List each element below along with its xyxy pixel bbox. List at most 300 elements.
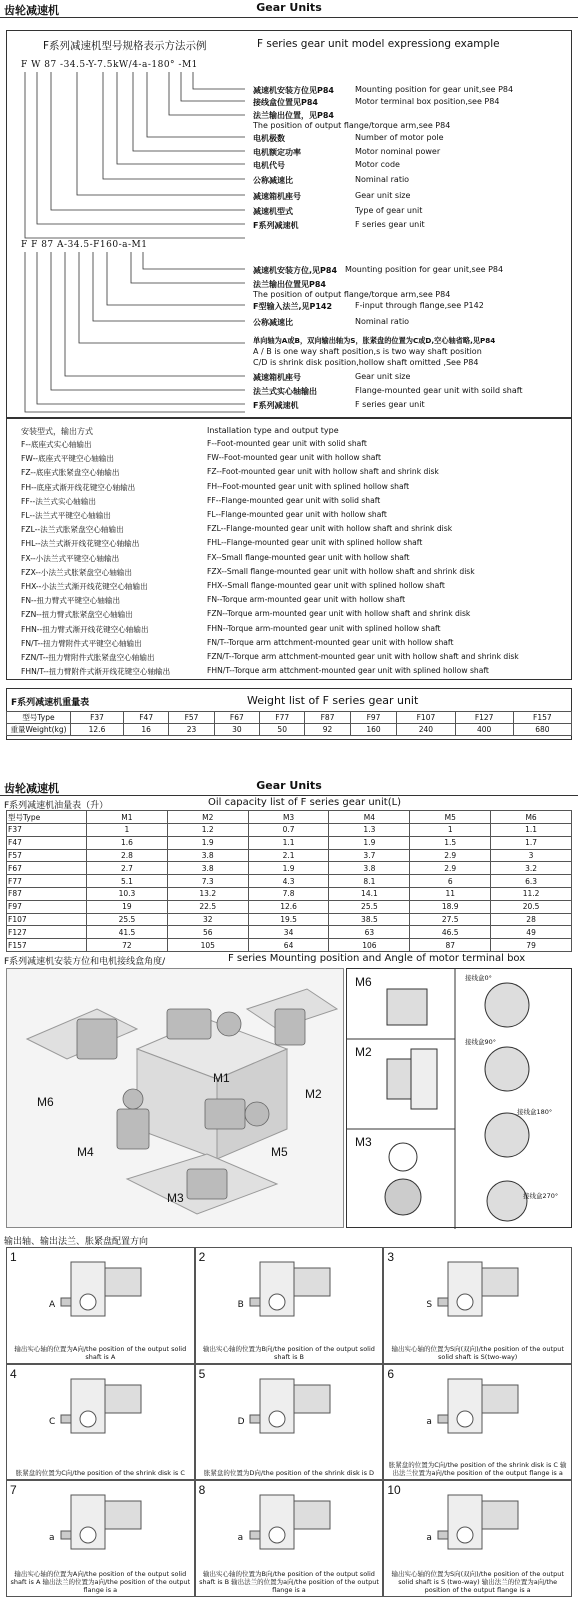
gear-unit-shape [438,1298,448,1306]
oil-row [7,862,572,875]
terminal-diagrams [347,969,573,1229]
oil-cell: 106 [329,939,410,952]
gear-unit-shape [80,1411,96,1427]
model-code-2: F F 87 A-34.5-F160-a-M1 [21,240,148,250]
c2-item-1-cn: 法兰输出位置见P84 [253,280,326,289]
oil-title-cn: F系列减速机油量表（升） [4,801,109,811]
oil-cell: 79 [491,939,572,952]
oil-cell: 1.9 [248,862,329,875]
weight-row-type [7,712,572,724]
config-number: 8 [198,1483,206,1498]
oil-cell: 6.3 [491,875,572,888]
oil-cell: F67 [7,862,87,875]
oil-header-cell: M1 [87,811,168,824]
config-letter: D [237,1416,245,1427]
weight-type-cell: F67 [214,712,259,724]
oil-row [7,900,572,913]
install-type-en: FHX--Small flange-mounted gear unit with splined hollow shaft [207,581,445,590]
gear-unit-shape [250,1415,260,1423]
oil-cell: 3 [491,849,572,862]
c2-item-9-cn: 法兰式实心轴输出 [253,387,317,396]
oil-cell: 22.5 [167,900,248,913]
terminal-180: 接线盒180° [517,1108,553,1116]
config-caption: 输出实心轴的位置为S向(双向)/the position of the output solid shaft is S (two-way) 输出法兰的位置为a向/the position of the output flange is a [391,1569,564,1594]
pos-label-m4: M4 [77,1145,94,1159]
install-type-cn: FZN/T--扭力臂附件式胀紧盘空心轴输出 [21,653,155,662]
config-caption: 胀紧盘的位置为D向/the position of the shrink disk is D [203,1469,375,1478]
c1-item-5-en: Motor nominal power [355,147,441,156]
gear-unit-shape [457,1527,473,1543]
install-type-cn: F--底座式实心轴输出 [21,440,92,449]
gear-unit-drawing [418,1487,538,1557]
install-type-en: FN/T--Torque arm attchment-mounted gear unit with hollow shaft [207,637,454,647]
c2-item-10-cn: F系列减速机 [253,401,299,410]
model-example-box [6,30,572,418]
weight-title-en: Weight list of F series gear unit [247,694,419,707]
config-number: 7 [10,1483,17,1498]
weight-value-cell: 12.6 [71,724,124,736]
install-type-cn: FZ--底座式胀紧盘空心轴输出 [21,468,120,478]
pos-label-m3: M3 [167,1191,184,1205]
gear-unit-shape [250,1298,260,1306]
c1-item-5-cn: 电机额定功率 [253,148,301,157]
install-type-en: FF--Flange-mounted gear unit with solid shaft [207,495,381,505]
weight-value-cell: 680 [513,724,571,736]
pos-label-m6: M6 [37,1095,54,1109]
config-cell [383,1480,572,1597]
pos-label-m1: M1 [213,1071,230,1085]
oil-cell: 105 [167,939,248,952]
oil-cell: 1.6 [87,836,168,849]
install-header-cn: 安装型式，输出方式 [21,427,93,436]
oil-cell: 13.2 [167,887,248,900]
config-number: 10 [387,1483,401,1498]
oil-row [7,849,572,862]
install-type-en: FHL--Flange-mounted gear unit with splined hollow shaft [207,538,423,548]
header-cn: 齿轮减速机 [4,4,59,17]
oil-row [7,887,572,900]
install-type-cn: FZL--法兰式胀紧盘空心轴输出 [21,525,124,535]
weight-type-cell: F47 [124,712,169,724]
gear-unit-shape [105,1385,141,1413]
config-number: 1 [10,1250,17,1264]
install-type-en: FX--Small flange-mounted gear unit with hollow shaft [207,552,410,562]
cube-diagram [7,969,345,1229]
install-type-en: FHN--Torque arm-mounted gear unit with splined hollow shaft [207,623,441,633]
c1-item-0-en: Mounting position for gear unit,see P84 [355,85,514,94]
oil-cell: 87 [410,939,491,952]
c2-item-0-en: Mounting position for gear unit,see P84 [345,265,504,274]
oil-cell: 18.9 [410,900,491,913]
page-gear-model [0,0,578,745]
weight-title-cn: F系列减速机重量表 [11,698,90,708]
config-letter: C [49,1416,56,1427]
install-type-cn: FH--底座式渐开线花键空心轴输出 [21,482,136,492]
oil-header-cell: M5 [410,811,491,824]
gear-unit-shape [269,1411,285,1427]
weight-value-cell: 50 [260,724,305,736]
weight-box [6,688,572,740]
mount-title-cn: F系列减速机安装方位和电机接线盒角度/ [4,957,166,967]
gear-unit-drawing [41,1487,161,1557]
install-type-cn: FHN/T--扭力臂附件式渐开线花键空心轴输出 [21,667,171,677]
gear-unit-shape [294,1385,330,1413]
c2-item-8-cn: 减速箱机座号 [253,373,301,382]
header2-cn: 齿轮减速机 [4,782,59,795]
example-title-en: F series gear unit model expressiong example [257,38,500,50]
oil-cell: F87 [7,887,87,900]
weight-type-cell: F157 [513,712,571,724]
install-type-cn: FF--法兰式实心轴输出 [21,496,96,506]
install-type-en: FZ--Foot-mounted gear unit with hollow shaft and shrink disk [207,467,439,477]
model-code-1: F W 87 -34.5-Y-7.5kW/4-a-180° -M1 [21,60,198,70]
oil-cell: 1.7 [491,836,572,849]
oil-cell: F107 [7,913,87,926]
oil-cell: 38.5 [329,913,410,926]
install-type-cn: FHL--法兰式渐开线花键空心轴输出 [21,539,140,549]
oil-cell: F127 [7,926,87,939]
config-cell [6,1364,195,1481]
install-type-cn: FHN--扭力臂式渐开线花键空心轴输出 [21,624,149,634]
c1-item-7-en: Nominal ratio [355,175,410,184]
install-type-cn: FN--扭力臂式平键空心轴输出 [21,596,121,606]
weight-type-cell: F37 [71,712,124,724]
c1-item-6-en: Motor code [355,160,400,169]
config-number: 6 [387,1366,395,1381]
oil-cell: 34 [248,926,329,939]
gear-unit-shape [61,1415,71,1423]
config-caption: 输出实心轴的位置为B向/the position of the output solid shaft is B [203,1344,375,1361]
oil-cell: 7.3 [167,875,248,888]
install-type-en: FW--Foot-mounted gear unit with hollow shaft [207,453,381,463]
side-label-m6: M6 [355,975,372,989]
gear-unit-shape [457,1411,473,1427]
oil-cell: 3.8 [167,849,248,862]
oil-cell: 1 [87,824,168,837]
config-caption: 胀紧盘的位置为C向/the position of the shrink disk is C 输出法兰位置为a向/the position of the output flange is a [388,1461,567,1478]
config-cell [383,1364,572,1481]
mount-title-en: F series Mounting position and Angle of motor terminal box [228,953,526,964]
c1-item-3-en: The position of output flange/torque arm,see P84 [253,121,451,130]
c2-item-8-en: Gear unit size [355,372,411,381]
gear-unit-shape [482,1501,518,1529]
oil-cell: 5.1 [87,875,168,888]
c1-item-10-cn: F系列减速机 [253,221,299,230]
oil-cell: 19.5 [248,913,329,926]
c1-item-10-en: F series gear unit [355,220,425,229]
install-type-cn: FHX--小法兰式渐开线花键空心轴输出 [21,582,148,591]
weight-value-cell: 30 [214,724,259,736]
install-type-en: F--Foot-mounted gear unit with solid shaft [207,439,367,448]
oil-cell: F157 [7,939,87,952]
oil-cell: 1 [410,824,491,837]
install-type-en: FZX--Small flange-mounted gear unit with hollow shaft and shrink disk [207,566,475,576]
oil-cell: 25.5 [329,900,410,913]
oil-cell: 46.5 [410,926,491,939]
gear-unit-shape [294,1501,330,1529]
oil-header-cell: 型号Type [7,811,87,824]
install-type-en: FN--Torque arm-mounted gear unit with hollow shaft [207,595,406,605]
gear-unit-shape [80,1527,96,1543]
oil-row [7,836,572,849]
oil-cell: 11 [410,887,491,900]
config-cell [195,1480,384,1597]
gear-unit-shape [61,1531,71,1539]
oil-row [7,926,572,939]
c1-item-0-cn: 减速机安装方位见P84 [253,86,334,95]
page-oil-mounting [0,778,578,1600]
config-number: 3 [387,1250,395,1264]
weight-type-cell: F97 [350,712,397,724]
oil-header-cell: M4 [329,811,410,824]
oil-table-header [7,811,572,824]
c2-item-4-en: Nominal ratio [355,317,410,326]
gear-unit-shape [269,1527,285,1543]
gear-unit-shape [105,1501,141,1529]
install-type-en: FZL--Flange-mounted gear unit with hollow shaft and shrink disk [207,524,453,534]
weight-type-cell: F77 [260,712,305,724]
weight-value-cell: 16 [124,724,169,736]
install-types-box [6,418,572,680]
config-letter: S [426,1300,433,1310]
oil-cell: 1.1 [248,836,329,849]
install-type-en: FHN/T--Torque arm attchment-mounted gear unit with splined hollow shaft [207,666,489,676]
side-label-m3: M3 [355,1135,372,1149]
oil-cell: 72 [87,939,168,952]
weight-table [6,711,572,736]
c1-item-8-en: Gear unit size [355,191,411,200]
header-en: Gear Units [256,1,322,14]
mounting-positions-illustration [6,968,344,1228]
c1-item-9-cn: 减速机型式 [253,207,293,216]
weight-value-cell: 240 [397,724,455,736]
gear-unit-drawing [41,1254,161,1324]
config-caption: 输出实心轴的位置为B向/the position of the output solid shaft is B 输出法兰的位置为a向/the position of the output flange is a [199,1569,379,1594]
gear-unit-shape [438,1415,448,1423]
c2-item-7-en: C/D is shrink disk position,hollow shaft omitted ,See P84 [253,358,479,367]
c2-item-4-cn: 公称减速比 [253,318,293,327]
c1-item-8-cn: 减速箱机座号 [253,192,301,201]
oil-cell: 2.1 [248,849,329,862]
c2-item-0-cn: 减速机安装方位,见P84 [253,266,338,275]
oil-header-cell: M3 [248,811,329,824]
install-type-cn: FW--底座式平键空心轴输出 [21,454,114,464]
config-cell [195,1364,384,1481]
weight-row-weight [7,724,572,736]
oil-cell: 2.8 [87,849,168,862]
gear-unit-shape [80,1294,96,1310]
terminal-90: 接线盒90° [465,1038,497,1046]
install-header-en: Installation type and output type [207,426,339,435]
c1-item-2-cn: 法兰输出位置，见P84 [253,111,334,120]
weight-value-cell: 92 [305,724,350,736]
c1-item-1-en: Motor terminal box position,see P84 [355,97,500,106]
c2-item-9-en: Flange-mounted gear unit with soild shaft [355,386,523,395]
c2-item-3-cn: F型输入法兰,见P142 [253,302,333,311]
c2-item-2-en: The position of output flange/torque arm,see P84 [253,290,451,299]
install-type-cn: FZN--扭力臂式胀紧盘空心轴输出 [21,610,133,620]
oil-cell: 10.3 [87,887,168,900]
c2-item-6-en: A / B is one way shaft position,s is two way shaft position [253,347,482,356]
oil-cell: 1.5 [410,836,491,849]
oil-cell: 63 [329,926,410,939]
gear-unit-drawing [41,1371,161,1441]
c1-item-6-cn: 电机代号 [253,161,285,170]
oil-title-en: Oil capacity list of F series gear unit(L) [208,797,402,808]
oil-table [6,810,572,952]
weight-value-cell: 400 [455,724,513,736]
c2-item-3-en: F-input through flange,see P142 [355,301,484,310]
weight-value-cell: 160 [350,724,397,736]
oil-cell: 64 [248,939,329,952]
gear-unit-drawing [418,1371,538,1441]
gear-unit-shape [269,1294,285,1310]
oil-cell: F47 [7,836,87,849]
gear-unit-drawing [230,1254,350,1324]
oil-cell: 41.5 [87,926,168,939]
oil-cell: 3.8 [167,862,248,875]
page-header [0,0,578,18]
header2-en: Gear Units [256,779,322,792]
gear-unit-shape [482,1268,518,1296]
oil-row [7,824,572,837]
page2-header [0,778,578,796]
install-type-en: FH--Foot-mounted gear unit with splined hollow shaft [207,481,410,491]
oil-cell: F77 [7,875,87,888]
oil-cell: 56 [167,926,248,939]
oil-cell: 2.9 [410,849,491,862]
oil-cell: F37 [7,824,87,837]
c2-item-5-cn: 单向轴为A或B，双向输出轴为S，胀紧盘的位置为C或D,空心轴省略,见P84 [253,336,496,345]
oil-cell: 0.7 [248,824,329,837]
oil-cell: 3.2 [491,862,572,875]
oil-row [7,939,572,952]
gear-unit-shape [482,1385,518,1413]
terminal-0: 接线盒0° [465,974,492,982]
config-number: 2 [198,1250,206,1264]
oil-cell: 32 [167,913,248,926]
gear-unit-shape [61,1298,71,1306]
gear-unit-drawing [418,1254,538,1324]
config-letter: A [49,1300,56,1310]
config-caption: 输出实心轴的位置为S向(双向)/the position of the output solid shaft is S(two-way) [391,1344,564,1361]
c1-item-7-cn: 公称减速比 [253,176,293,185]
config-number: 5 [198,1366,206,1381]
gear-unit-shape [105,1268,141,1296]
install-type-cn: FN/T--扭力臂附件式平键空心轴输出 [21,638,142,648]
weight-type-cell: F87 [305,712,350,724]
install-type-cn: FX--小法兰式平键空心轴输出 [21,553,120,563]
config-cell [6,1247,195,1364]
c2-item-10-en: F series gear unit [355,400,425,409]
oil-cell: 25.5 [87,913,168,926]
config-cell [195,1247,384,1364]
oil-cell: 2.9 [410,862,491,875]
pos-label-m2: M2 [305,1087,322,1101]
config-letter: a [426,1416,432,1427]
oil-cell: 8.1 [329,875,410,888]
oil-cell: 27.5 [410,913,491,926]
oil-cell: 2.7 [87,862,168,875]
c1-item-1-cn: 接线盒位置见P84 [253,98,318,107]
config-caption: 胀紧盘的位置为C向/the position of the shrink disk is C [15,1469,185,1478]
weight-type-cell: F127 [455,712,513,724]
oil-cell: 1.9 [329,836,410,849]
install-type-en: FZN--Torque arm-mounted gear unit with hollow shaft and shrink disk [207,609,471,619]
config-letter: B [237,1300,244,1310]
gear-unit-shape [294,1268,330,1296]
weight-row2-label: 重量Weight(kg) [7,724,71,736]
config-title: 输出轴、输出法兰、胀紧盘配置方向 [4,1237,149,1247]
oil-cell: 1.1 [491,824,572,837]
gear-unit-shape [250,1531,260,1539]
terminal-270: 接线盒270° [523,1192,559,1200]
config-grid [6,1247,572,1597]
side-label-m2: M2 [355,1045,372,1059]
config-number: 4 [10,1366,17,1381]
terminal-box-angles [346,968,572,1228]
oil-cell: 6 [410,875,491,888]
oil-cell: 3.8 [329,862,410,875]
oil-header-cell: M2 [167,811,248,824]
config-cell [6,1480,195,1597]
oil-cell: 1.2 [167,824,248,837]
install-type-en: FZN/T--Torque arm attchment-mounted gear unit with hollow shaft and shrink disk [207,652,519,661]
gear-unit-shape [438,1531,448,1539]
config-letter: a [426,1533,432,1544]
example-title-cn: F系列减速机型号规格表示方法示例 [43,40,207,52]
oil-cell: F57 [7,849,87,862]
weight-type-cell: F107 [397,712,455,724]
c1-item-9-en: Type of gear unit [355,206,423,215]
oil-cell: 7.8 [248,887,329,900]
install-type-en: FL--Flange-mounted gear unit with hollow shaft [207,510,387,519]
c1-item-4-en: Number of motor pole [355,133,444,142]
weight-value-cell: 23 [169,724,214,736]
oil-cell: 1.9 [167,836,248,849]
config-letter: a [49,1533,55,1544]
oil-cell: 12.6 [248,900,329,913]
oil-cell: 19 [87,900,168,913]
config-cell [383,1247,572,1364]
oil-cell: 1.3 [329,824,410,837]
oil-cell: F97 [7,900,87,913]
oil-cell: 28 [491,913,572,926]
oil-row [7,875,572,888]
oil-cell: 20.5 [491,900,572,913]
oil-cell: 4.3 [248,875,329,888]
oil-header-cell: M6 [491,811,572,824]
install-type-cn: FL--法兰式平键空心轴输出 [21,511,111,520]
config-letter: a [237,1533,244,1544]
oil-table-body [7,824,572,952]
oil-row [7,913,572,926]
c1-item-4-cn: 电机极数 [253,134,285,143]
config-caption: 输出实心轴的位置为A向/the position of the output solid shaft is A [14,1344,187,1361]
gear-unit-drawing [230,1371,350,1441]
pos-label-m5: M5 [271,1145,288,1159]
weight-row1-label: 型号Type [7,712,71,724]
install-type-cn: FZX--小法兰式胀紧盘空心轴输出 [21,567,132,577]
gear-unit-shape [457,1294,473,1310]
oil-cell: 11.2 [491,887,572,900]
oil-cell: 14.1 [329,887,410,900]
gear-unit-drawing [230,1487,350,1557]
config-caption: 输出实心轴的位置为A向/the position of the output solid shaft is A 输出法兰的位置为a向/the position of the output flange is a [10,1569,191,1594]
oil-cell: 49 [491,926,572,939]
weight-type-cell: F57 [169,712,214,724]
oil-cell: 3.7 [329,849,410,862]
